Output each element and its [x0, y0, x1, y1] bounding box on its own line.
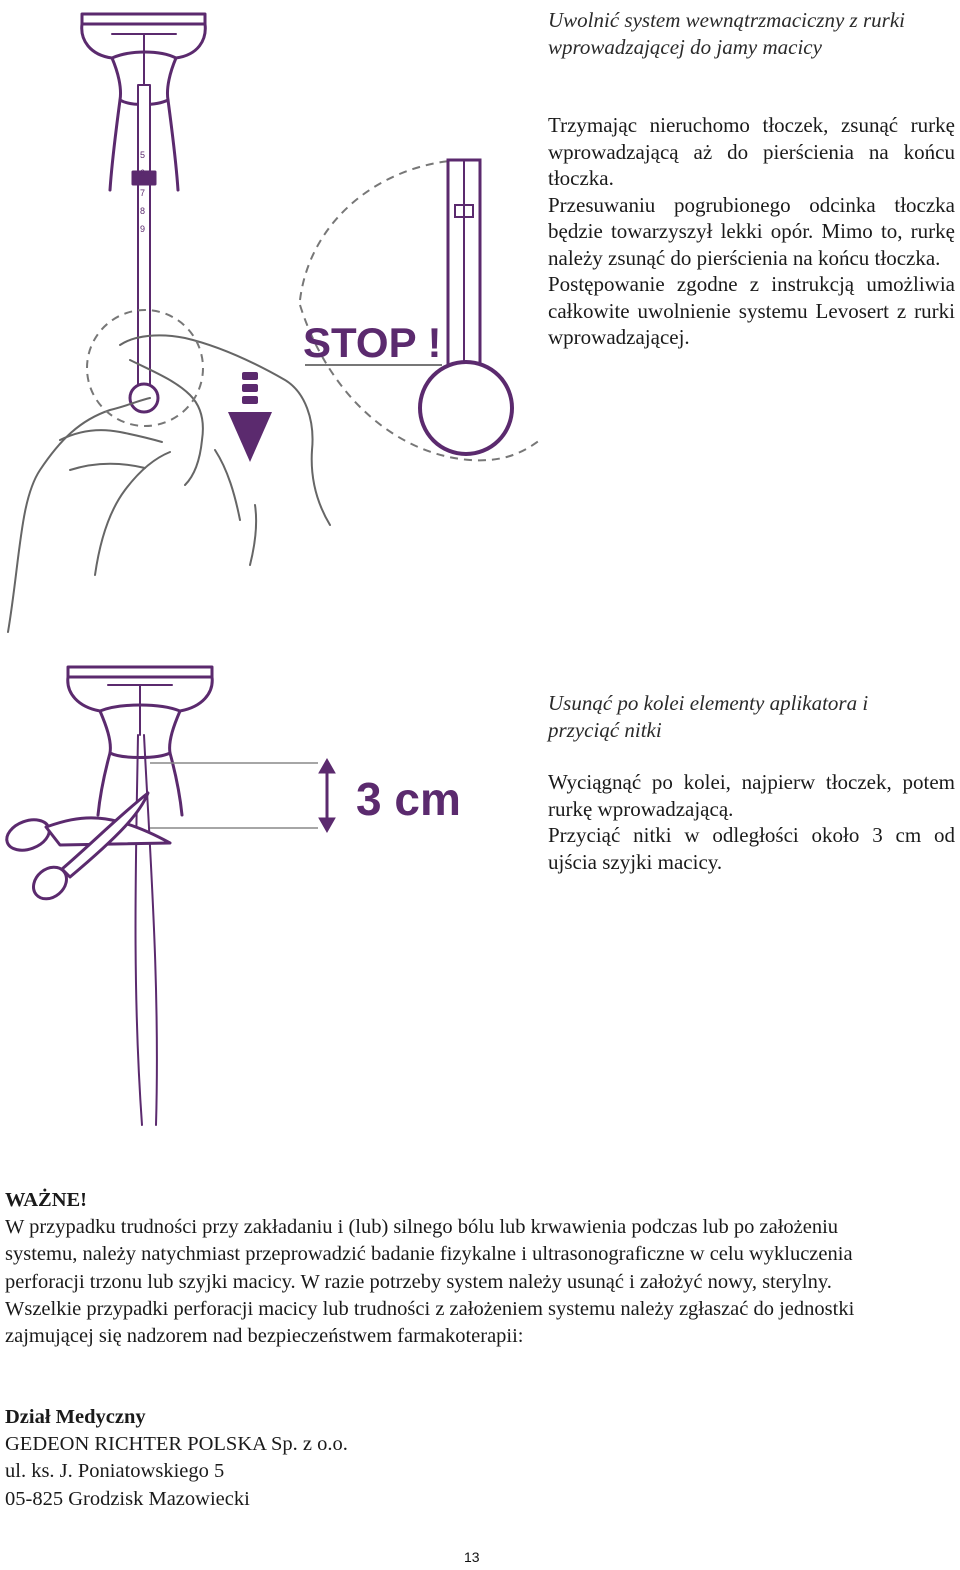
down-arrow-icon	[228, 372, 272, 462]
step1-paragraph-1: Trzymając nieruchomo tłoczek, zsunąć rurkę wprowadzającą aż do pierścienia na końcu tłoczka.	[548, 113, 955, 190]
stop-label: STOP !	[303, 319, 442, 366]
step1-paragraph-3: Postępowanie zgodne z instrukcją umożliwia całkowite uwolnienie systemu Levosert z rurki wprowadzającej.	[548, 272, 955, 349]
important-title: WAŻNE!	[5, 1189, 88, 1211]
step2-heading: Usunąć po kolei elementy aplikatora i przyciąć nitki	[548, 691, 869, 742]
release-illustration	[0, 0, 540, 640]
important-section	[5, 1187, 905, 1350]
contact-department: Dział Medyczny	[5, 1406, 146, 1428]
important-paragraph-2: Wszelkie przypadki perforacji macicy lub trudności z założeniem systemu należy zgłaszać do jednostki zajmującej się nadzorem nad bezpieczeństwem farmakoterapii:	[5, 1297, 855, 1348]
svg-text:9: 9	[140, 224, 146, 234]
scissors-icon	[3, 793, 170, 905]
important-paragraph-1: W przypadku trudności przy zakładaniu i (lub) silnego bólu lub krwawienia podczas lub po założeniu systemu, należy natychmiast przeprowadzić badanie fizykalne i ultrasonograficzne w celu wykluczenia perforacji trzonu lub szyjki macicy. W razie potrzeby system należy usunąć i założyć nowy, sterylny.	[5, 1216, 853, 1293]
step2-paragraph-2: Przyciąć nitki w odległości około 3 cm od ujścia szyjki macicy.	[548, 823, 955, 874]
step2-instructions	[548, 769, 955, 875]
contact-block	[5, 1404, 605, 1513]
step1-instructions	[548, 112, 955, 351]
step2-paragraph-1: Wyciągnąć po kolei, najpierw tłoczek, potem rurkę wprowadzającą.	[548, 770, 955, 821]
svg-text:5: 5	[140, 150, 146, 160]
svg-text:6: 6	[140, 168, 146, 178]
step1-paragraph-2: Przesuwaniu pogrubionego odcinka tłoczka będzie towarzyszył lekki opór. Mimo to, rurkę należy zsunąć do pierścienia na końcu tłoczka.	[548, 192, 955, 270]
contact-company: GEDEON RICHTER POLSKA Sp. z o.o.	[5, 1433, 348, 1456]
measure-label: 3 cm	[356, 773, 461, 825]
svg-text:7: 7	[140, 188, 146, 198]
page-number: 13	[464, 1549, 480, 1565]
contact-city: 05-825 Grodzisk Mazowiecki	[5, 1487, 250, 1510]
svg-text:8: 8	[140, 206, 146, 216]
measure-arrow-icon	[319, 759, 335, 832]
cut-threads-illustration	[0, 655, 540, 1145]
contact-street: ul. ks. J. Poniatowskiego 5	[5, 1460, 225, 1483]
step1-heading: Uwolnić system wewnątrzmaciczny z rurki wprowadzającej do jamy macicy	[548, 8, 905, 59]
